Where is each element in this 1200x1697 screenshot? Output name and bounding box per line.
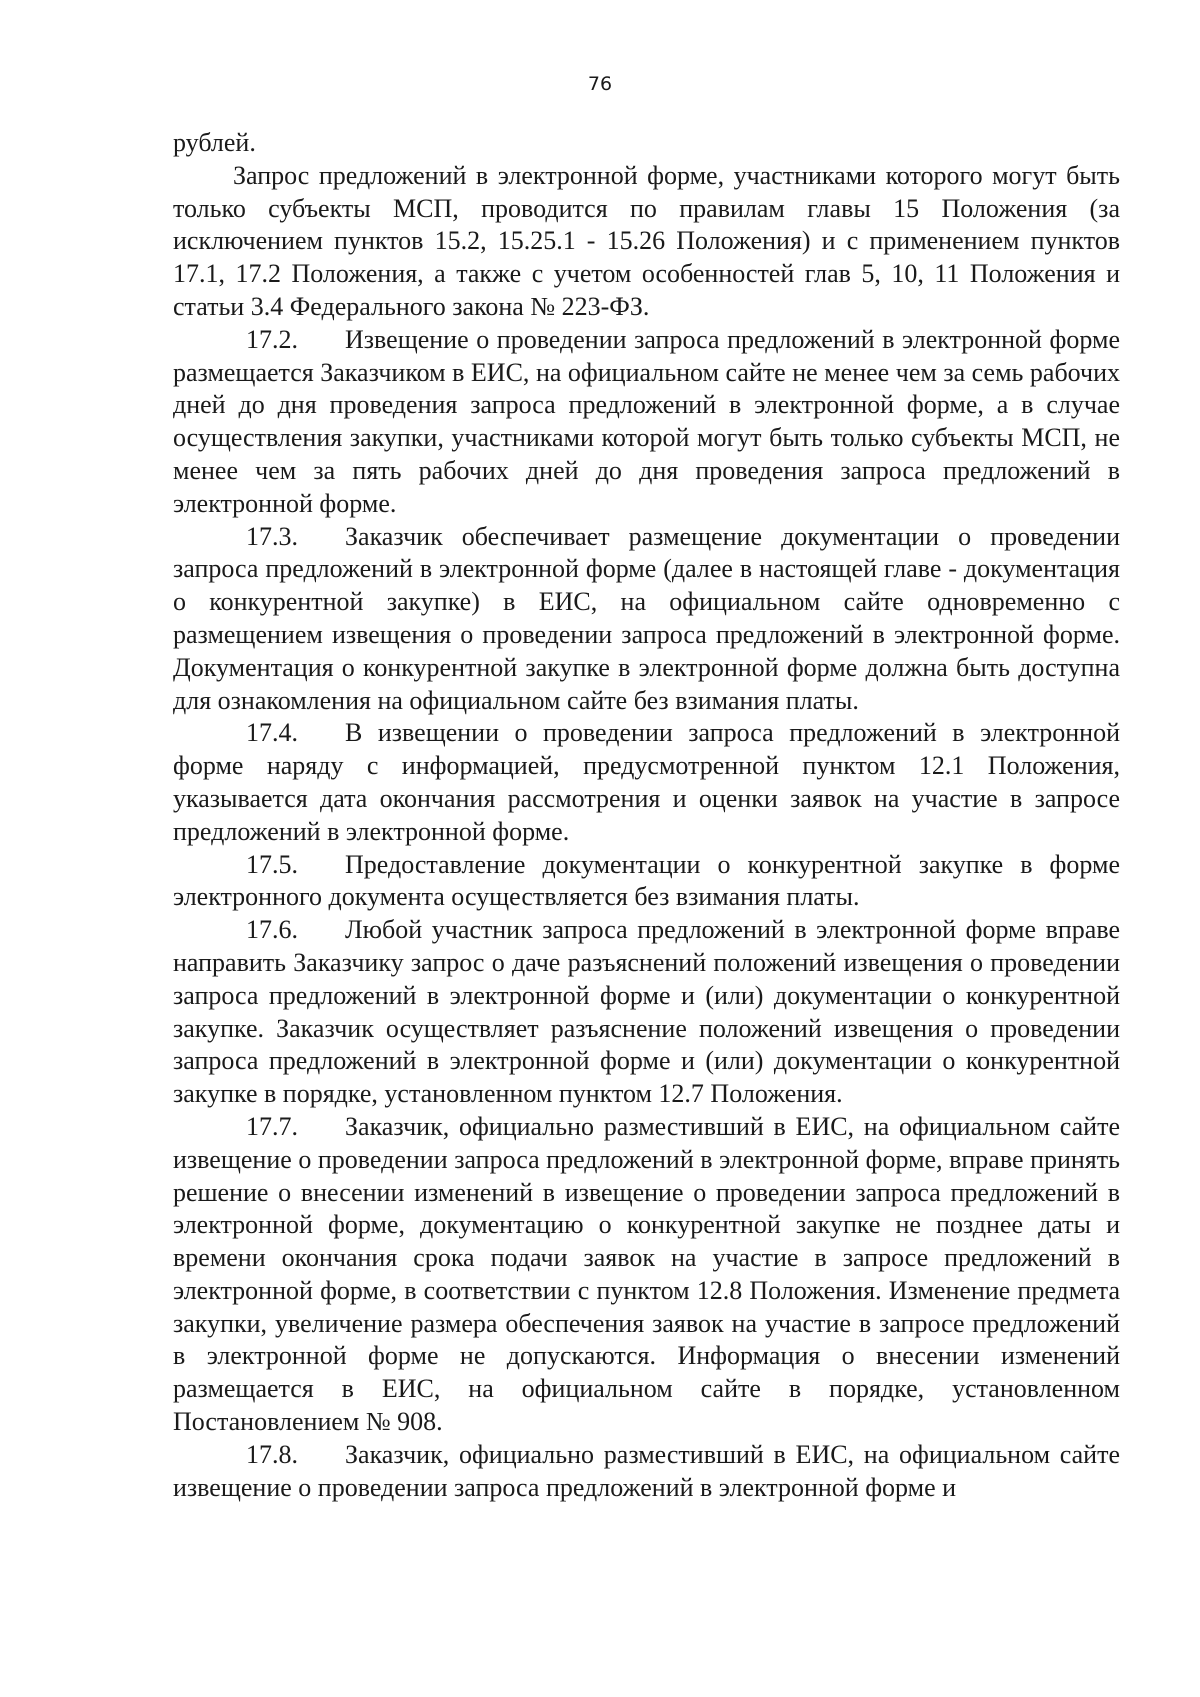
clause-number: 17.4.: [246, 718, 298, 748]
clause-text: Заказчик, официально разместивший в ЕИС, на официальном сайте извещение о проведении запроса предложений в электронной форме, вправе принять решение о внесении изменений в извещение о проведении запроса предложений в электронной форме, документацию о конкурентной закупке не позднее даты и времени окончания срока подачи заявок на участие в запросе предложений в электронной форме, в соответствии с пунктом 12.8 Положения. Изменение предмета закупки, увеличение размера обеспечения заявок на участие в запросе предложений в электронной форме не допускаются. Информация о внесении изменений размещается в ЕИС, на официальном сайте в порядке, установленном Постановлением № 908.: [173, 1111, 1120, 1437]
clause-text: Заказчик, официально разместивший в ЕИС, на официальном сайте извещение о проведении запроса предложений в электронной форме и: [173, 1439, 1120, 1502]
clause-text: Любой участник запроса предложений в электронной форме вправе направить Заказчику запрос о даче разъяснений положений извещения о проведении запроса предложений в электронной форме и (или) документации о конкурентной закупке. Заказчик осуществляет разъяснение положений извещения о проведении запроса предложений в электронной форме и (или) документации о конкурентной закупке в порядке, установленном пунктом 12.7 Положения.: [173, 915, 1120, 1109]
clause-17-8: [173, 1439, 1120, 1505]
clause-17-4: [173, 717, 1120, 848]
page-number: 76: [587, 73, 613, 95]
clause-text: Заказчик обеспечивает размещение документации о проведении запроса предложений в электронной форме (далее в настоящей главе - документация о конкурентной закупке) в ЕИС, на официальном сайте одновременно с размещением извещения о проведении запроса предложений в электронной форме. Документация о конкурентной закупке в электронной форме должна быть доступна для ознакомления на официальном сайте без взимания платы.: [173, 521, 1120, 715]
clause-17-7: [173, 1111, 1120, 1439]
clause-text: В извещении о проведении запроса предложений в электронной форме наряду с информацией, предусмотренной пунктом 12.1 Положения, указывается дата окончания рассмотрения и оценки заявок на участие в запросе предложений в электронной форме.: [173, 718, 1120, 846]
paragraph-continuation: рублей.: [173, 128, 256, 157]
clause-text: Извещение о проведении запроса предложений в электронной форме размещается Заказчиком в ЕИС, на официальном сайте не менее чем за семь рабочих дней до дня проведения запроса предложений в электронной форме, а в случае осуществления закупки, участниками которой могут быть только субъекты МСП, не менее чем за пять рабочих дней до дня проведения запроса предложений в электронной форме.: [173, 324, 1120, 518]
clause-17-5: [173, 849, 1120, 915]
clause-17-2: [173, 324, 1120, 521]
clause-17-6: [173, 914, 1120, 1111]
clause-number: 17.8.: [246, 1439, 298, 1469]
paragraph-msp-request: Запрос предложений в электронной форме, участниками которого могут быть только субъекты МСП, проводится по правилам главы 15 Положения (за исключением пунктов 15.2, 15.25.1 - 15.26 Положения) и с применением пунктов 17.1, 17.2 Положения, а также с учетом особенностей глав 5, 10, 11 Положения и статьи 3.4 Федерального закона № 223-ФЗ.: [173, 160, 1120, 321]
clause-number: 17.3.: [246, 521, 298, 551]
clause-number: 17.5.: [246, 849, 298, 879]
clause-number: 17.6.: [246, 915, 298, 945]
clause-text: Предоставление документации о конкурентной закупке в форме электронного документа осуществляется без взимания платы.: [173, 849, 1120, 912]
clause-17-3: [173, 521, 1120, 718]
document-body: [173, 127, 1120, 1504]
clause-number: 17.2.: [246, 324, 298, 354]
clause-number: 17.7.: [246, 1111, 298, 1141]
